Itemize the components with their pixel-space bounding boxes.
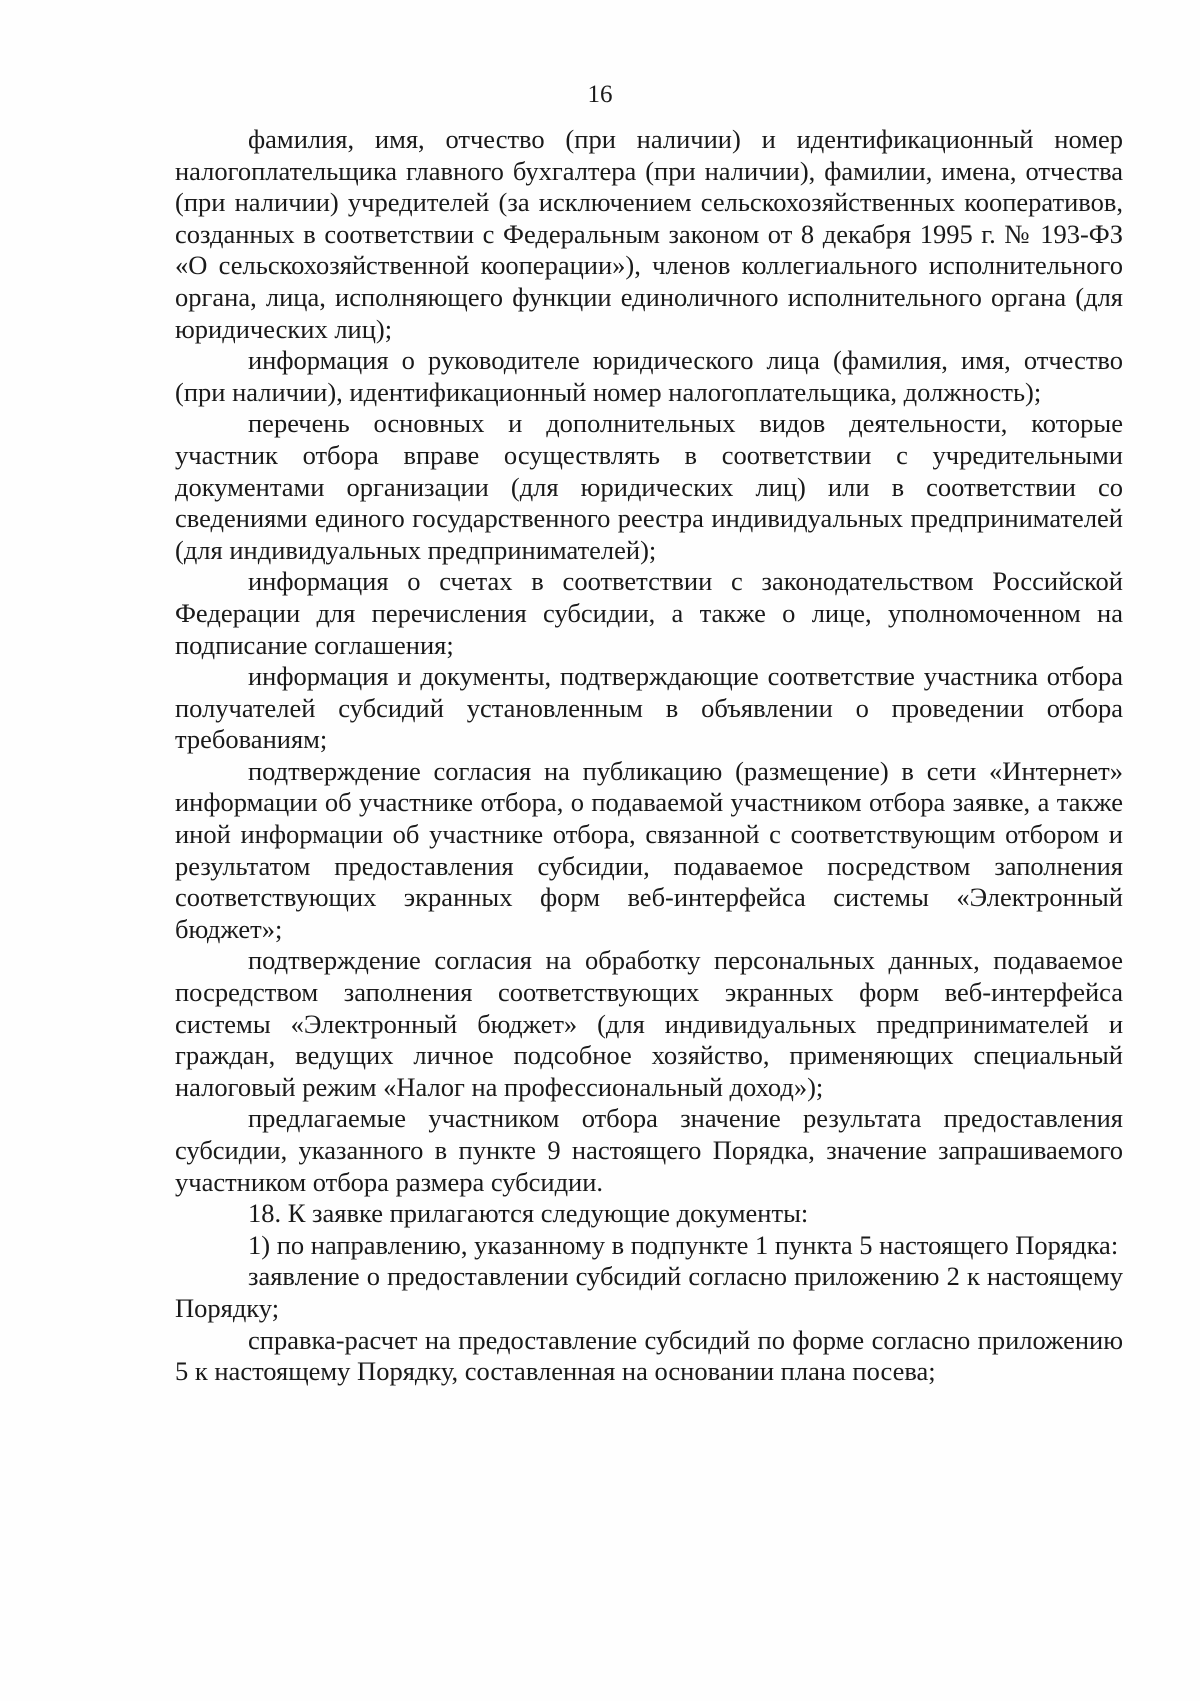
paragraph: фамилия, имя, отчество (при наличии) и идентификационный номер налогоплательщика главного бухгалтера (при наличии), фамилии, имена, отчества (при наличии) учредителей (за исключением сельскохозяйственных кооперативов, созданных в соответствии с Федеральным законом от 8 декабря 1995 г. № 193-ФЗ «О сельскохозяйственной кооперации»), членов коллегиального исполнительного органа, лица, исполняющего функции единоличного исполнительного органа (для юридических лиц); — [175, 124, 1123, 344]
paragraph: подтверждение согласия на публикацию (размещение) в сети «Интернет» информации об участнике отбора, о подаваемой участником отбора заявке, а также иной информации об участнике отбора, связанной с соответствующим отбором и результатом предоставления субсидии, подаваемое посредством заполнения соответствующих экранных форм веб-интерфейса системы «Электронный бюджет»; — [175, 755, 1123, 944]
paragraph: справка-расчет на предоставление субсидий по форме согласно приложению 5 к настоящему Порядку, составленная на основании плана посева; — [175, 1324, 1123, 1387]
paragraph: 18. К заявке прилагаются следующие документы: — [248, 1198, 809, 1229]
paragraph: предлагаемые участником отбора значение результата предоставления субсидии, указанного в пункте 9 настоящего Порядка, значение запрашиваемого участником отбора размера субсидии. — [175, 1103, 1123, 1197]
paragraph: перечень основных и дополнительных видов деятельности, которые участник отбора вправе осуществлять в соответствии с учредительными документами организации (для юридических лиц) или в соответствии со сведениями единого государственного реестра индивидуальных предпринимателей (для индивидуальных предпринимателей); — [175, 408, 1123, 565]
document-body — [175, 124, 1123, 1388]
paragraph: заявление о предоставлении субсидий согласно приложению 2 к настоящему Порядку; — [175, 1261, 1123, 1323]
page-number: 16 — [587, 81, 613, 108]
paragraph: информация и документы, подтверждающие соответствие участника отбора получателей субсидий установленным в объявлении о проведении отбора требованиям; — [175, 661, 1123, 755]
paragraph: информация о руководителе юридического лица (фамилия, имя, отчество (при наличии), идентификационный номер налогоплательщика, должность); — [175, 345, 1123, 407]
paragraph: информация о счетах в соответствии с законодательством Российской Федерации для перечисления субсидии, а также о лице, уполномоченном на подписание соглашения; — [175, 566, 1123, 660]
paragraph: 1) по направлению, указанному в подпункте 1 пункта 5 настоящего Порядка: — [248, 1229, 1119, 1260]
paragraph: подтверждение согласия на обработку персональных данных, подаваемое посредством заполнения соответствующих экранных форм веб-интерфейса системы «Электронный бюджет» (для индивидуальных предпринимателей и граждан, ведущих личное подсобное хозяйство, применяющих специальный налоговый режим «Налог на профессиональный доход»); — [175, 945, 1123, 1102]
